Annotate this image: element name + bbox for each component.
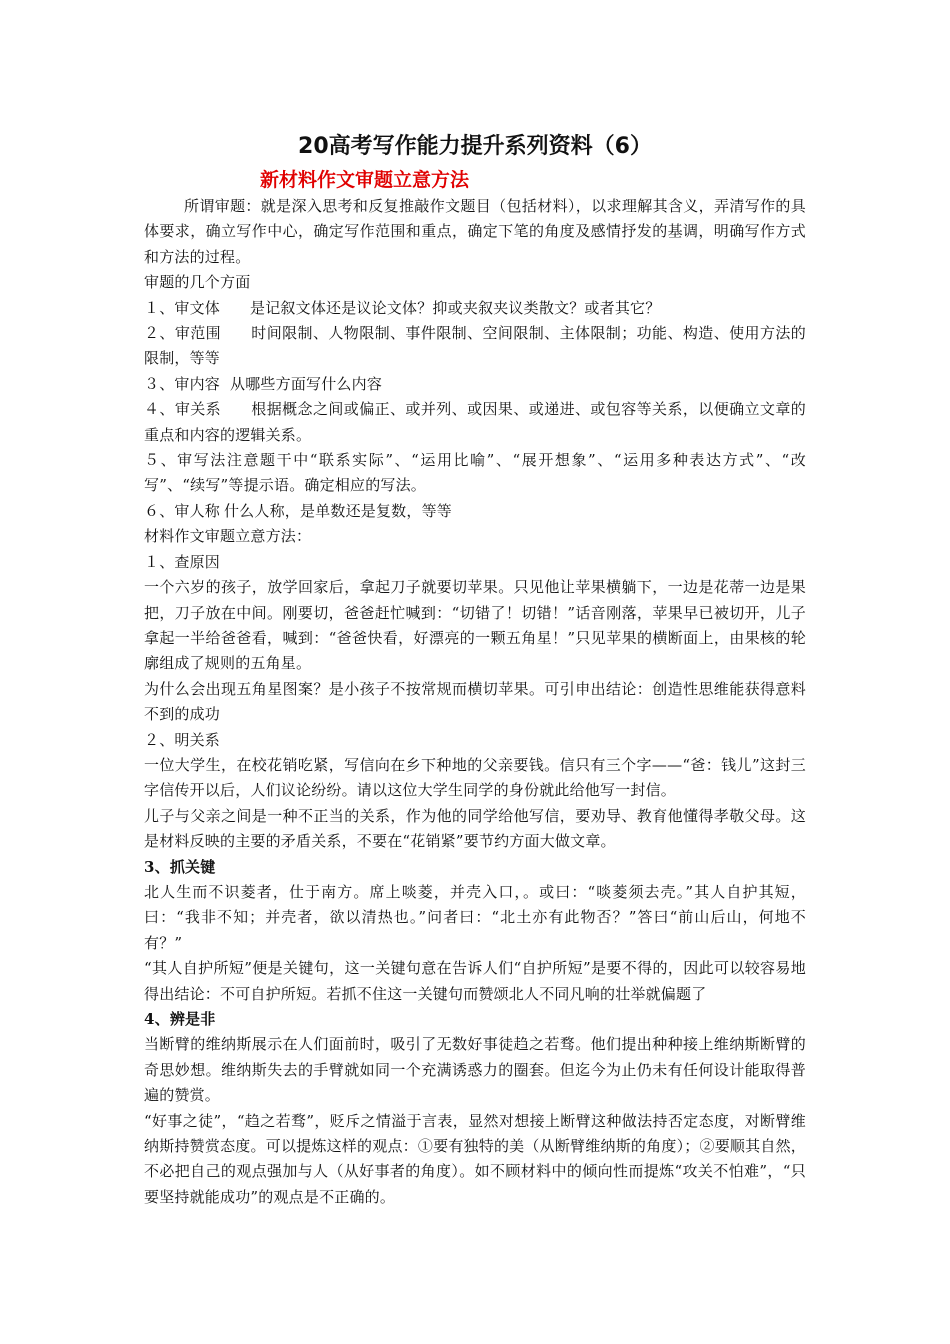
document-subtitle: 新材料作文审题立意方法 (260, 169, 470, 191)
aspect-item (144, 448, 806, 499)
aspect-item (144, 321, 806, 372)
aspect-label: ４、审关系 (144, 400, 222, 419)
aspects-heading: 审题的几个方面 (144, 273, 251, 292)
method-4-heading: 4、辨是非 (144, 1010, 216, 1028)
method-4-analysis: “好事之徒”，“趋之若骛”，贬斥之情溢于言表，显然对想接上断臂这种做法持否定态度，对断臂维纳斯持赞赏态度。可以提炼这样的观点：①要有独特的美（从断臂维纳斯的角度）；②要顺其自然，不必把自己的观点强加与人（从好事者的角度）。如不顾材料中的倾向性而提炼“攻关不怕难”，“只要坚持就能成功”的观点是不正确的。 (144, 1111, 806, 1206)
aspect-text: 从哪些方面写什么内容 (230, 374, 383, 393)
aspect-text: 根据概念之间或偏正、或并列、或因果、或递进、或包容等关系，以便确立文章的重点和内容的逻辑关系。 (144, 400, 806, 444)
method-1-heading: １、查原因 (144, 552, 221, 571)
methods-heading: 材料作文审题立意方法： (144, 527, 312, 546)
method-2-analysis: 儿子与父亲之间是一种不正当的关系，作为他的同学给他写信，要劝导、教育他懂得孝敬父母。这是材料反映的主要的矛盾关系，不要在“花销紧”要节约方面大做文章。 (144, 806, 806, 851)
aspect-label: ３、审内容 (144, 374, 221, 393)
aspect-text: 是记叙文体还是议论文体？抑或夹叙夹议类散文？或者其它？ (250, 298, 661, 317)
method-4-story: 当断臂的维纳斯展示在人们面前时，吸引了无数好事徒趋之若骛。他们提出种种接上维纳斯断臂的奇思妙想。维纳斯失去的手臂就如同一个充满诱惑力的圈套。但迄今为止仍未有任何设计能取得普遍的赞赏。 (144, 1035, 806, 1105)
method-2-heading: ２、明关系 (144, 730, 221, 749)
aspect-label: ６、审人称 (144, 501, 221, 520)
aspect-label: ５、审写法 (144, 451, 227, 470)
method-1-analysis: 为什么会出现五角星图案？是小孩子不按常规而横切苹果。可引申出结论：创造性思维能获得意料不到的成功 (144, 679, 806, 724)
method-2-story: 一位大学生，在校花销吃紧，写信向在乡下种地的父亲要钱。信只有三个字——“爸：钱儿”这封三字信传开以后，人们议论纷纷。请以这位大学生同学的身份就此给他写一封信。 (144, 755, 806, 800)
aspect-item (144, 499, 806, 524)
method-1-story: 一个六岁的孩子，放学回家后，拿起刀子就要切苹果。只见他让苹果横躺下，一边是花蒂一边是果把，刀子放在中间。刚要切，爸爸赶忙喊到：“切错了！切错！”话音刚落，苹果早已被切开，儿子拿起一半给爸爸看，喊到：“爸爸快看，好漂亮的一颗五角星！”只见苹果的横断面上，由果核的轮廓组成了规则的五角星。 (144, 578, 806, 673)
aspect-item (144, 372, 806, 397)
document-title: 20高考写作能力提升系列资料（6） (298, 134, 652, 159)
aspect-text: 什么人称，是单数还是复数，等等 (223, 501, 452, 520)
aspect-text: 时间限制、人物限制、事件限制、空间限制、主体限制；功能、构造、使用方法的限制，等等 (144, 324, 806, 368)
aspect-label: １、审文体 (144, 298, 221, 317)
aspect-item (144, 296, 806, 321)
aspect-label: ２、审范围 (144, 324, 222, 343)
aspect-text: 注意题干中“联系实际”、“运用比喻”、“展开想象”、“运用多种表达方式”、“改写”、“续写”等提示语。确定相应的写法。 (144, 451, 806, 495)
method-3-story: 北人生而不识菱者，仕于南方。席上啖菱，并壳入口，。或曰：“啖菱须去壳。”其人自护其短，曰：“我非不知；并壳者，欲以清热也。”问者曰：“北土亦有此物否？”答曰“前山后山，何地不有？” (144, 882, 806, 952)
method-3-analysis: “其人自护所短”便是关键句，这一关键句意在告诉人们“自护所短”是要不得的，因此可以较容易地得出结论：不可自护所短。若抓不住这一关键句而赞颂北人不同凡响的壮举就偏题了 (144, 959, 806, 1003)
aspect-item (144, 397, 806, 448)
intro-paragraph: 所谓审题：就是深入思考和反复推敲作文题目（包括材料），以求理解其含义，弄清写作的具体要求，确立写作中心，确定写作范围和重点，确定下笔的角度及感情抒发的基调，明确写作方式和方法的过程。 (144, 197, 806, 266)
method-3-heading: 3、抓关键 (144, 857, 216, 876)
document-page (144, 130, 806, 1210)
